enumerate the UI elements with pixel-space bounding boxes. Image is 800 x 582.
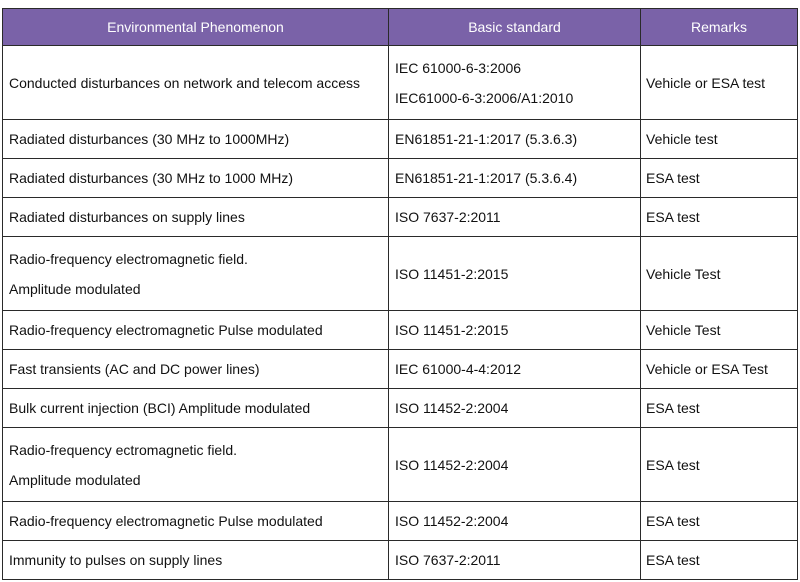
phenomenon-cell bbox=[3, 237, 389, 311]
phenomenon-text: Bulk current injection (BCI) Amplitude modulated bbox=[9, 400, 311, 416]
standard-cell bbox=[389, 46, 641, 120]
standard-cell bbox=[389, 237, 641, 311]
phenomenon-cell bbox=[3, 502, 389, 541]
table-row bbox=[3, 428, 798, 502]
phenomenon-text: Radiated disturbances on supply lines bbox=[9, 209, 245, 225]
standard-cell bbox=[389, 198, 641, 237]
phenomenon-text: Radiated disturbances (30 MHz to 1000MHz) bbox=[9, 131, 290, 147]
remarks-cell: ESA test bbox=[641, 198, 798, 237]
standard-text: ISO 7637-2:2011 bbox=[395, 552, 501, 568]
standard-text: ISO 11451-2:2015 bbox=[395, 322, 509, 338]
standard-text: ISO 11452-2:2004 bbox=[395, 456, 509, 473]
standard-text: ISO 11451-2:2015 bbox=[395, 265, 509, 282]
phenomenon-text: Radiated disturbances (30 MHz to 1000 MHz) bbox=[9, 170, 294, 186]
table-row bbox=[3, 46, 798, 120]
standards-table bbox=[2, 8, 798, 580]
table-row bbox=[3, 541, 798, 580]
header-phenomenon: Environmental Phenomenon bbox=[3, 9, 389, 46]
table-row bbox=[3, 120, 798, 159]
standard-text: IEC61000-6-3:2006/A1:2010 bbox=[395, 89, 574, 106]
table-row bbox=[3, 502, 798, 541]
table-row bbox=[3, 350, 798, 389]
remarks-cell: Vehicle Test bbox=[641, 237, 798, 311]
phenomenon-cell bbox=[3, 46, 389, 120]
header-standard: Basic standard bbox=[389, 9, 641, 46]
remarks-cell: ESA test bbox=[641, 389, 798, 428]
phenomenon-text: Radio-frequency ectromagnetic field. bbox=[9, 441, 238, 458]
remarks-cell: Vehicle or ESA Test bbox=[641, 350, 798, 389]
phenomenon-cell bbox=[3, 350, 389, 389]
standard-cell bbox=[389, 389, 641, 428]
standard-cell bbox=[389, 350, 641, 389]
remarks-cell: ESA test bbox=[641, 502, 798, 541]
remarks-cell: Vehicle test bbox=[641, 120, 798, 159]
remarks-cell: ESA test bbox=[641, 428, 798, 502]
phenomenon-text: Radio-frequency electromagnetic Pulse modulated bbox=[9, 322, 323, 338]
standard-text: IEC 61000-6-3:2006 bbox=[395, 59, 522, 76]
remarks-cell: Vehicle or ESA test bbox=[641, 46, 798, 120]
phenomenon-cell bbox=[3, 389, 389, 428]
standard-text: EN61851-21-1:2017 (5.3.6.4) bbox=[395, 170, 578, 186]
remarks-cell: ESA test bbox=[641, 541, 798, 580]
phenomenon-cell bbox=[3, 198, 389, 237]
standard-text: EN61851-21-1:2017 (5.3.6.3) bbox=[395, 131, 578, 147]
remarks-cell: ESA test bbox=[641, 159, 798, 198]
phenomenon-cell bbox=[3, 120, 389, 159]
table-row bbox=[3, 389, 798, 428]
standard-text: ISO 11452-2:2004 bbox=[395, 513, 509, 529]
standard-text: ISO 11452-2:2004 bbox=[395, 400, 509, 416]
phenomenon-text: Fast transients (AC and DC power lines) bbox=[9, 361, 260, 377]
standard-cell bbox=[389, 502, 641, 541]
standard-cell bbox=[389, 428, 641, 502]
standard-cell bbox=[389, 120, 641, 159]
table-row bbox=[3, 237, 798, 311]
header-row bbox=[3, 9, 798, 46]
standard-text: ISO 7637-2:2011 bbox=[395, 209, 501, 225]
standard-cell bbox=[389, 311, 641, 350]
phenomenon-text: Conducted disturbances on network and telecom access bbox=[9, 74, 360, 91]
phenomenon-text: Immunity to pulses on supply lines bbox=[9, 552, 223, 568]
phenomenon-cell bbox=[3, 159, 389, 198]
remarks-cell: Vehicle Test bbox=[641, 311, 798, 350]
phenomenon-cell bbox=[3, 541, 389, 580]
phenomenon-cell bbox=[3, 311, 389, 350]
standard-cell bbox=[389, 541, 641, 580]
table-row bbox=[3, 311, 798, 350]
phenomenon-cell bbox=[3, 428, 389, 502]
header-remarks: Remarks bbox=[641, 9, 798, 46]
standard-cell bbox=[389, 159, 641, 198]
table-row bbox=[3, 198, 798, 237]
phenomenon-text: Amplitude modulated bbox=[9, 471, 141, 488]
phenomenon-text: Radio-frequency electromagnetic field. bbox=[9, 250, 248, 267]
standard-text: IEC 61000-4-4:2012 bbox=[395, 361, 522, 377]
table-row bbox=[3, 159, 798, 198]
phenomenon-text: Radio-frequency electromagnetic Pulse modulated bbox=[9, 513, 323, 529]
phenomenon-text: Amplitude modulated bbox=[9, 280, 141, 297]
